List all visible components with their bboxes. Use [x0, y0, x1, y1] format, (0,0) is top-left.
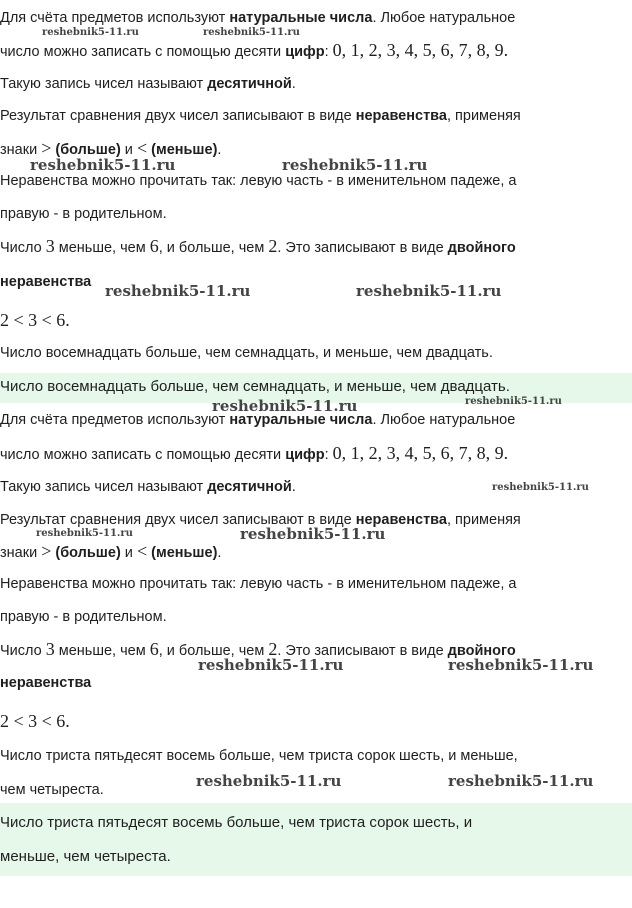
- paragraph-reading-3: Неравенства можно прочитать так: левую часть - в именительном падеже, а: [0, 576, 517, 592]
- watermark: reshebnik5-11.ru: [105, 282, 251, 300]
- answer-text-2: Число триста пятьдесят восемь больше, чем триста сорок шесть, и: [0, 814, 473, 831]
- watermark: reshebnik5-11.ru: [30, 156, 176, 174]
- watermark: reshebnik5-11.ru: [240, 525, 386, 543]
- watermark: reshebnik5-11.ru: [203, 27, 300, 38]
- paragraph-digits-2: число можно записать с помощью десяти цифр: 0, 1, 2, 3, 4, 5, 6, 7, 8, 9.: [0, 443, 509, 463]
- paragraph-signs: знаки > (больше) и < (меньше).: [0, 138, 222, 158]
- paragraph-natural-numbers-2: Для счёта предметов используют натуральные числа. Любое натуральное: [0, 412, 516, 428]
- answer-text-1: Число восемнадцать больше, чем семнадцать, и меньше, чем двадцать.: [0, 378, 510, 395]
- paragraph-digits: число можно записать с помощью десяти цифр: 0, 1, 2, 3, 4, 5, 6, 7, 8, 9.: [0, 40, 509, 60]
- paragraph-example-2: Число 3 меньше, чем 6, и больше, чем 2. Это записывают в виде двойного: [0, 639, 516, 659]
- watermark: reshebnik5-11.ru: [42, 27, 139, 38]
- formula-double-inequality-2: 2 < 3 < 6.: [0, 711, 70, 731]
- paragraph-signs-2: знаки > (больше) и < (меньше).: [0, 541, 222, 561]
- watermark: reshebnik5-11.ru: [448, 656, 594, 674]
- watermark: reshebnik5-11.ru: [282, 156, 428, 174]
- answer-text-2b: меньше, чем четыреста.: [0, 848, 171, 865]
- paragraph-double-inequality: неравенства: [0, 274, 92, 290]
- task-statement-1: Число восемнадцать больше, чем семнадцать, и меньше, чем двадцать.: [0, 345, 493, 361]
- watermark: reshebnik5-11.ru: [196, 772, 342, 790]
- paragraph-reading-2: правую - в родительном.: [0, 206, 167, 222]
- watermark: reshebnik5-11.ru: [212, 397, 358, 415]
- paragraph-example: Число 3 меньше, чем 6, и больше, чем 2. Это записывают в виде двойного: [0, 236, 516, 256]
- paragraph-decimal: Такую запись чисел называют десятичной.: [0, 76, 296, 92]
- paragraph-double-inequality-2: неравенства: [0, 675, 92, 691]
- paragraph-decimal-2: Такую запись чисел называют десятичной.: [0, 479, 296, 495]
- watermark: reshebnik5-11.ru: [356, 282, 502, 300]
- watermark: reshebnik5-11.ru: [465, 396, 562, 407]
- paragraph-natural-numbers: Для счёта предметов используют натуральные числа. Любое натуральное: [0, 10, 516, 26]
- digits-list-2: 0, 1, 2, 3, 4, 5, 6, 7, 8, 9.: [332, 443, 509, 463]
- watermark: reshebnik5-11.ru: [448, 772, 594, 790]
- watermark: reshebnik5-11.ru: [198, 656, 344, 674]
- task-statement-2b: чем четыреста.: [0, 782, 104, 798]
- paragraph-inequality: Результат сравнения двух чисел записывают в виде неравенства, применяя: [0, 108, 521, 124]
- task-statement-2: Число триста пятьдесят восемь больше, чем триста сорок шесть, и меньше,: [0, 748, 518, 764]
- paragraph-reading-4: правую - в родительном.: [0, 609, 167, 625]
- watermark: reshebnik5-11.ru: [492, 482, 589, 493]
- digits-list: 0, 1, 2, 3, 4, 5, 6, 7, 8, 9.: [332, 40, 509, 60]
- formula-double-inequality: 2 < 3 < 6.: [0, 310, 70, 330]
- watermark: reshebnik5-11.ru: [36, 528, 133, 539]
- paragraph-inequality-2: Результат сравнения двух чисел записывают в виде неравенства, применяя: [0, 512, 521, 528]
- paragraph-reading: Неравенства можно прочитать так: левую часть - в именительном падеже, а: [0, 173, 517, 189]
